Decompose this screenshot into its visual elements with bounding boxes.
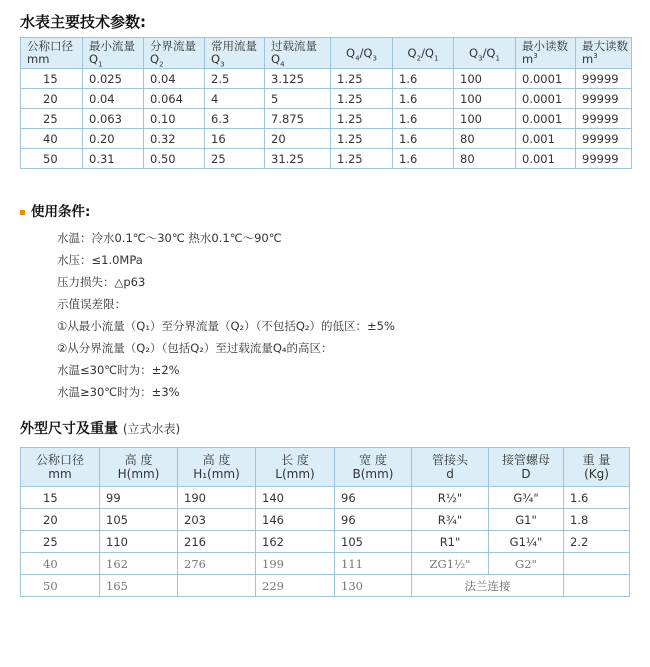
table-cell: 16 xyxy=(205,129,265,149)
table-cell: 105 xyxy=(100,509,178,531)
table-header-row xyxy=(21,448,630,487)
table-cell: 7.875 xyxy=(265,109,331,129)
col-header: 最小流量 $Q_1$ xyxy=(83,38,144,69)
table-cell: 110 xyxy=(100,531,178,553)
condition-line: 水温≥30℃时为：±3% xyxy=(57,385,180,399)
table-cell: 1.6 xyxy=(393,109,454,129)
table-cell xyxy=(178,575,256,597)
table-cell: 2.5 xyxy=(205,69,265,89)
table-cell: 1.25 xyxy=(331,129,393,149)
table-cell: G2" xyxy=(489,553,564,575)
table-cell: 229 xyxy=(256,575,335,597)
table-cell: 法兰连接 xyxy=(412,575,564,597)
table-cell: 1.25 xyxy=(331,69,393,89)
col-header: 过载流量 $Q_4$ xyxy=(265,38,331,69)
table-row xyxy=(21,69,632,89)
orange-bullet-icon xyxy=(20,210,25,215)
table-cell: 80 xyxy=(454,129,516,149)
table-cell: 0.0001 xyxy=(516,89,576,109)
table-row xyxy=(21,553,630,575)
table-cell: 162 xyxy=(256,531,335,553)
table-cell: 5 xyxy=(265,89,331,109)
table-cell: 96 xyxy=(335,487,412,509)
table-cell: 1.6 xyxy=(393,149,454,169)
table-cell: 25 xyxy=(21,531,100,553)
table-cell: 203 xyxy=(178,509,256,531)
table-cell: 6.3 xyxy=(205,109,265,129)
table-cell: 0.001 xyxy=(516,129,576,149)
condition-line: 示值误差限： xyxy=(57,297,126,311)
table-cell: 3.125 xyxy=(265,69,331,89)
section2-title: 使用条件: xyxy=(20,200,90,220)
condition-line: 水温：冷水0.1℃～30℃ 热水0.1℃～90℃ xyxy=(57,231,282,245)
table-cell: 105 xyxy=(335,531,412,553)
table-cell: 2.2 xyxy=(564,531,630,553)
table-cell: 0.31 xyxy=(83,149,144,169)
table-cell: 0.10 xyxy=(144,109,205,129)
table-cell xyxy=(564,575,630,597)
table-cell: 20 xyxy=(21,89,83,109)
table-cell: 40 xyxy=(21,553,100,575)
table-cell: 99999 xyxy=(576,129,632,149)
col-header: 接管螺母 D xyxy=(489,448,564,487)
condition-line: ①从最小流量（Q₁）至分界流量（Q₂）（不包括Q₂）的低区：±5% xyxy=(57,319,395,333)
table-cell: 190 xyxy=(178,487,256,509)
table-row xyxy=(21,109,632,129)
table-cell: 50 xyxy=(21,575,100,597)
table-cell: R1" xyxy=(412,531,489,553)
table-cell: 146 xyxy=(256,509,335,531)
table-cell: 1.6 xyxy=(393,129,454,149)
table-cell: 199 xyxy=(256,553,335,575)
table-cell: G1¼" xyxy=(489,531,564,553)
tech-params-table xyxy=(20,37,632,169)
col-header: $Q_4/Q_3$ xyxy=(331,38,393,69)
table-cell: 99999 xyxy=(576,89,632,109)
col-header: 常用流量 $Q_3$ xyxy=(205,38,265,69)
table-cell: 1.25 xyxy=(331,109,393,129)
table-row xyxy=(21,129,632,149)
table-cell: 111 xyxy=(335,553,412,575)
table-row xyxy=(21,531,630,553)
table-cell: 99999 xyxy=(576,69,632,89)
dimensions-table xyxy=(20,447,630,597)
table-cell: 130 xyxy=(335,575,412,597)
table-cell: 31.25 xyxy=(265,149,331,169)
table-row xyxy=(21,575,630,597)
table-cell: 1.6 xyxy=(393,69,454,89)
table-cell: 25 xyxy=(21,109,83,129)
table-cell: 80 xyxy=(454,149,516,169)
table-cell: R¾" xyxy=(412,509,489,531)
col-header: 宽 度 B(mm) xyxy=(335,448,412,487)
col-header: $Q_3/Q_1$ xyxy=(454,38,516,69)
table-cell: 0.001 xyxy=(516,149,576,169)
table-cell: 165 xyxy=(100,575,178,597)
table-cell: 40 xyxy=(21,129,83,149)
table-cell: 0.04 xyxy=(144,69,205,89)
table-cell: 96 xyxy=(335,509,412,531)
col-header: 长 度 L(mm) xyxy=(256,448,335,487)
section3-title: 外型尺寸及重量 (立式水表) xyxy=(20,421,181,437)
col-header: 最大读数 $m^3$ xyxy=(576,38,632,69)
col-header: 高 度 H(mm) xyxy=(100,448,178,487)
table-header-row xyxy=(21,38,632,69)
table-cell: 20 xyxy=(265,129,331,149)
table-cell: 0.04 xyxy=(83,89,144,109)
condition-line: 压力损失：△p63 xyxy=(57,275,146,289)
table-cell: R½" xyxy=(412,487,489,509)
condition-line: ②从分界流量（Q₂）（包括Q₂）至过载流量Q₄的高区： xyxy=(57,341,333,355)
table-row xyxy=(21,509,630,531)
table-cell: 0.20 xyxy=(83,129,144,149)
col-header: $Q_2/Q_1$ xyxy=(393,38,454,69)
table-cell xyxy=(564,553,630,575)
condition-line: 水温≤30℃时为：±2% xyxy=(57,363,180,377)
table-cell: 276 xyxy=(178,553,256,575)
table-cell: 50 xyxy=(21,149,83,169)
col-header: 公称口径 mm xyxy=(21,448,100,487)
table-cell: 1.6 xyxy=(393,89,454,109)
table-cell: 1.25 xyxy=(331,89,393,109)
table-cell: G1" xyxy=(489,509,564,531)
table-cell: 4 xyxy=(205,89,265,109)
table-cell: 0.0001 xyxy=(516,69,576,89)
table-cell: 100 xyxy=(454,89,516,109)
table-cell: 100 xyxy=(454,109,516,129)
table-cell: 100 xyxy=(454,69,516,89)
table-cell: 1.8 xyxy=(564,509,630,531)
table-cell: 0.50 xyxy=(144,149,205,169)
col-header: 管接头 d xyxy=(412,448,489,487)
table-row xyxy=(21,89,632,109)
table-cell: 0.063 xyxy=(83,109,144,129)
condition-line: 水压：≤1.0MPa xyxy=(57,253,143,267)
section1-title: 水表主要技术参数: xyxy=(20,13,146,31)
table-cell: 1.6 xyxy=(564,487,630,509)
col-header: 高 度 H₁(mm) xyxy=(178,448,256,487)
table-cell: G¾" xyxy=(489,487,564,509)
table-cell: 0.32 xyxy=(144,129,205,149)
table-cell: 15 xyxy=(21,69,83,89)
table-cell: 15 xyxy=(21,487,100,509)
col-header: 最小读数 $m^3$ xyxy=(516,38,576,69)
table-cell: 0.0001 xyxy=(516,109,576,129)
col-header: 分界流量 $Q_2$ xyxy=(144,38,205,69)
table-cell: 25 xyxy=(205,149,265,169)
col-header: 公称口径 mm xyxy=(21,38,83,69)
table-cell: 20 xyxy=(21,509,100,531)
table-cell: ZG1½" xyxy=(412,553,489,575)
table-cell: 162 xyxy=(100,553,178,575)
table-cell: 140 xyxy=(256,487,335,509)
table-cell: 99999 xyxy=(576,109,632,129)
table-cell: 1.25 xyxy=(331,149,393,169)
table-cell: 0.025 xyxy=(83,69,144,89)
table-row xyxy=(21,487,630,509)
table-cell: 99 xyxy=(100,487,178,509)
table-cell: 99999 xyxy=(576,149,632,169)
table-row xyxy=(21,149,632,169)
col-header: 重 量 (Kg) xyxy=(564,448,630,487)
table-cell: 216 xyxy=(178,531,256,553)
table-cell: 0.064 xyxy=(144,89,205,109)
